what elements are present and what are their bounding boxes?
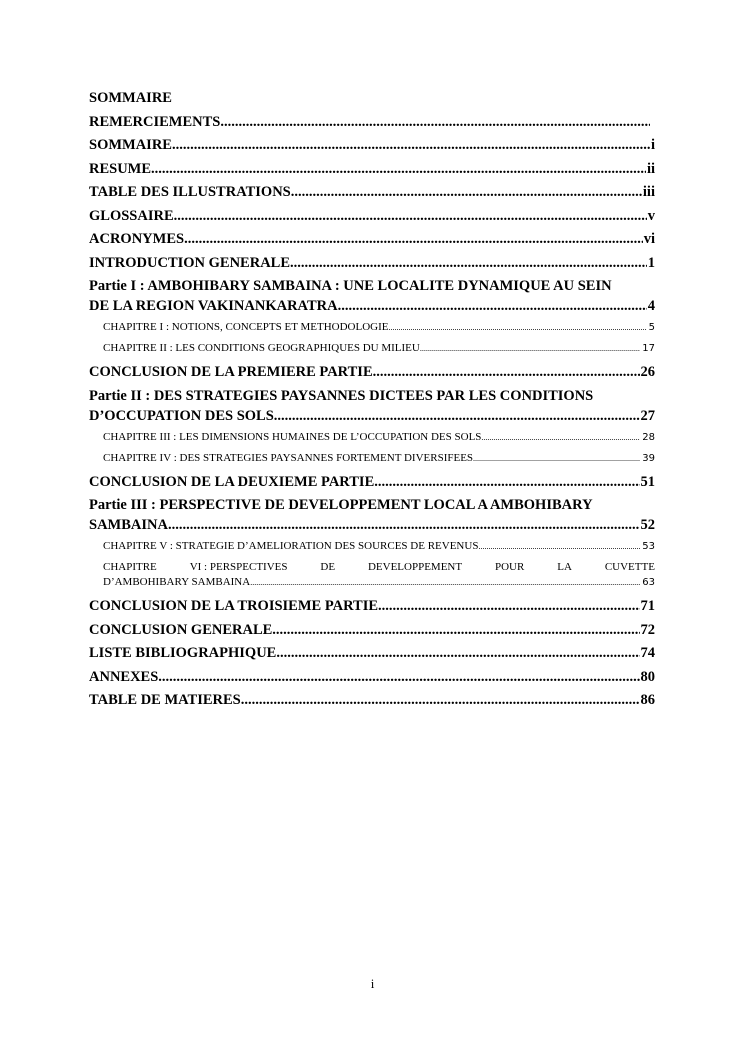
toc-label: SOMMAIRE [89, 137, 172, 153]
toc-page-number: 39 [642, 452, 655, 464]
dot-leader [220, 112, 650, 132]
toc-entry-conclusion-1[interactable] [89, 362, 655, 382]
toc-entry-chapitre-2[interactable] [89, 341, 655, 356]
dot-leader [174, 206, 647, 226]
toc-label-line-2 [89, 515, 655, 535]
toc-entry-chapitre-4[interactable] [89, 451, 655, 466]
toc-page-number: 5 [648, 322, 655, 333]
toc-page-number: ii [646, 160, 655, 177]
dot-leader [250, 575, 640, 590]
toc-label: TABLE DE MATIERES [89, 692, 241, 708]
toc-page-number: 52 [640, 517, 655, 533]
toc-label: CONCLUSION DE LA DEUXIEME PARTIE [89, 473, 375, 490]
toc-label: D’OCCUPATION DES SOLS [89, 407, 274, 424]
dot-leader [291, 182, 642, 202]
dot-leader [172, 135, 650, 155]
toc-entry-remerciements[interactable] [89, 112, 655, 132]
toc-label: D’AMBOHIBARY SAMBAINA [103, 576, 251, 588]
toc-entry-conclusion-3[interactable] [89, 596, 655, 616]
dot-leader [276, 643, 639, 663]
toc-label: Partie I : AMBOHIBARY SAMBAINA : UNE LOCALITE DYNAMIQUE AU SEIN [89, 278, 612, 294]
toc-page-number: 4 [647, 298, 655, 314]
dot-leader [481, 430, 640, 445]
toc-label-line-2 [89, 406, 655, 426]
dot-leader [420, 341, 640, 356]
toc-label: TABLE DES ILLUSTRATIONS [89, 184, 291, 200]
page-title: SOMMAIRE [89, 90, 172, 106]
toc-entry-partie-3[interactable] [89, 495, 655, 535]
toc-word: LA [557, 561, 572, 573]
toc-entry-chapitre-6[interactable] [89, 560, 655, 590]
dot-leader [151, 159, 646, 179]
toc-word: DEVELOPPEMENT [367, 561, 463, 573]
toc-page-number: 86 [640, 692, 655, 708]
toc-page-number: v [647, 207, 655, 224]
dot-leader [378, 596, 639, 616]
toc-page-number: 27 [640, 407, 655, 424]
toc-label: REMERCIEMENTS [89, 113, 221, 130]
toc-page-number: 80 [640, 668, 655, 685]
toc-page-number: 63 [642, 577, 655, 588]
toc-label: CHAPITRE II : LES CONDITIONS GEOGRAPHIQUES DU MILIEU [103, 342, 420, 354]
dot-leader [158, 667, 639, 687]
toc-page-number: 51 [640, 473, 655, 490]
toc-entry-bibliographie[interactable] [89, 643, 655, 663]
toc-entry-chapitre-1[interactable] [89, 320, 655, 335]
toc-label: CONCLUSION DE LA TROISIEME PARTIE [89, 598, 379, 614]
dot-leader [388, 320, 646, 335]
dot-leader [241, 690, 640, 710]
toc-entry-resume[interactable] [89, 159, 655, 179]
toc-entry-chapitre-3[interactable] [89, 430, 655, 445]
toc-entry-table-matieres[interactable] [89, 690, 655, 710]
toc-entry-conclusion-generale[interactable] [89, 620, 655, 640]
dot-leader [272, 620, 639, 640]
toc-label: CHAPITRE V : STRATEGIE D’AMELIORATION DES SOURCES DE REVENUS [103, 540, 479, 552]
toc-page-number: 53 [642, 541, 655, 552]
toc-entry-conclusion-2[interactable] [89, 472, 655, 492]
toc-page-number: 17 [642, 343, 655, 354]
toc-page-number: 74 [640, 645, 655, 661]
toc-label: ANNEXES [89, 668, 159, 685]
toc-label: GLOSSAIRE [89, 207, 174, 224]
toc-word: POUR [494, 561, 525, 573]
toc-label-line-1 [103, 560, 655, 575]
dot-leader [338, 296, 647, 316]
toc-page-number: vi [643, 231, 655, 247]
toc-label: CONCLUSION DE LA PREMIERE PARTIE [89, 364, 373, 380]
toc-label: CHAPITRE I : NOTIONS, CONCEPTS ET METHODOLOGIE [103, 321, 389, 333]
toc-label: Partie II : DES STRATEGIES PAYSANNES DICTEES PAR LES CONDITIONS [89, 387, 594, 404]
toc-label-line-2 [103, 575, 655, 590]
toc-label: CONCLUSION GENERALE [89, 621, 273, 638]
dot-leader [168, 515, 640, 535]
dot-leader [473, 451, 640, 466]
toc-page-number: 28 [642, 431, 655, 443]
toc-entry-partie-2[interactable] [89, 386, 655, 426]
toc-page-number: 1 [647, 254, 655, 271]
toc-label-line-2 [89, 296, 655, 316]
toc-label: CHAPITRE IV : DES STRATEGIES PAYSANNES FORTEMENT DIVERSIFEES [103, 451, 474, 464]
toc-page-number: 72 [640, 621, 655, 638]
dot-leader [290, 253, 647, 273]
toc-page-number: iii [642, 184, 655, 200]
toc-entry-chapitre-5[interactable] [89, 539, 655, 554]
toc-page-number: 26 [640, 364, 655, 380]
toc-label: ACRONYMES [89, 231, 185, 247]
toc-entry-annexes[interactable] [89, 667, 655, 687]
dot-leader [478, 539, 640, 554]
toc-page-number: 71 [640, 598, 655, 614]
dot-leader [374, 472, 639, 492]
dot-leader [373, 362, 640, 382]
toc-label: DE LA REGION VAKINANKARATRA [89, 298, 338, 314]
page-number: i [370, 976, 375, 991]
toc-label: RESUME [89, 160, 152, 177]
toc-entry-glossaire[interactable] [89, 206, 655, 226]
toc-word: CHAPITRE [103, 561, 157, 573]
toc-page-number: i [650, 137, 655, 153]
toc-word: CUVETTE [604, 561, 655, 573]
table-of-contents [89, 88, 655, 714]
toc-label: CHAPITRE III : LES DIMENSIONS HUMAINES DE L’OCCUPATION DES SOLS [103, 430, 482, 443]
toc-word: VI : PERSPECTIVES [189, 561, 288, 573]
toc-entry-acronymes[interactable] [89, 229, 655, 249]
toc-label: SAMBAINA [89, 517, 168, 533]
toc-label: INTRODUCTION GENERALE [89, 254, 291, 271]
dot-leader [184, 229, 643, 249]
toc-label: LISTE BIBLIOGRAPHIQUE [89, 645, 277, 661]
dot-leader [274, 406, 640, 426]
toc-label: Partie III : PERSPECTIVE DE DEVELOPPEMENT LOCAL A AMBOHIBARY [89, 497, 593, 513]
toc-word: DE [320, 561, 336, 573]
toc-entry-sommaire[interactable] [89, 135, 655, 155]
toc-entry-introduction[interactable] [89, 253, 655, 273]
toc-entry-partie-1[interactable] [89, 276, 655, 316]
toc-entry-table-illustrations[interactable] [89, 182, 655, 202]
